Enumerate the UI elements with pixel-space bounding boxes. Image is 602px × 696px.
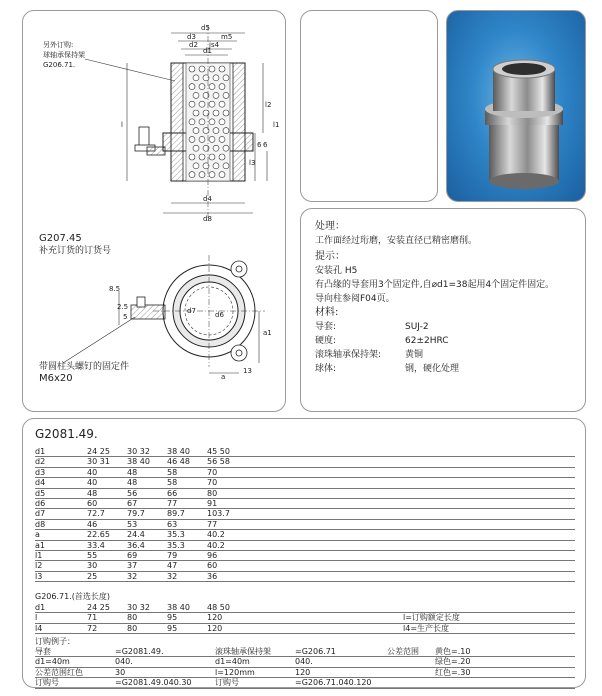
dim-d2: d2 xyxy=(189,41,198,49)
table-cell: 30 32 xyxy=(127,603,150,612)
table-cell: 46 48 xyxy=(167,457,190,467)
table-cell: 53 xyxy=(127,519,138,529)
ball xyxy=(193,110,199,116)
table-cell: 040. xyxy=(295,657,313,667)
table-cell: 71 xyxy=(87,613,98,623)
spec-table-panel xyxy=(22,418,586,688)
table-cell: 30 32 xyxy=(127,447,150,456)
table-cell: d8 xyxy=(35,519,46,529)
table-row xyxy=(35,647,575,657)
ball xyxy=(209,84,215,90)
table-cell: 40.2 xyxy=(207,540,225,550)
table-row xyxy=(35,572,575,582)
table-cell: 35.3 xyxy=(167,530,185,540)
table-cell: 70 xyxy=(207,478,218,488)
ball xyxy=(223,75,229,81)
table-cell: 48 xyxy=(127,467,138,477)
ball xyxy=(189,154,195,160)
table-cell: 040. xyxy=(115,657,133,667)
dim-5: 5 xyxy=(123,313,128,321)
dim-d5: d5 xyxy=(201,24,210,32)
table-cell: 38 40 xyxy=(127,457,150,467)
processing-text: 工作面经过珩磨，安装直径已精密磨削。 xyxy=(315,236,478,246)
product-photo xyxy=(446,10,586,202)
table-cell: l=订购额定长度 xyxy=(403,613,460,623)
table-cell: 79.7 xyxy=(127,509,145,519)
table-cell: d7 xyxy=(35,509,46,519)
table-row xyxy=(35,678,575,688)
table-row xyxy=(35,530,575,540)
ball xyxy=(199,154,205,160)
dim-d7: d7 xyxy=(187,307,196,315)
material-title: 材料: xyxy=(315,307,339,318)
table-cell: l3 xyxy=(35,571,43,581)
table-cell: =G206.71.040.120 xyxy=(295,678,372,688)
plan-view xyxy=(63,255,265,373)
table-row xyxy=(35,603,575,613)
dim-l2: l2 xyxy=(265,101,272,109)
ball xyxy=(209,136,215,142)
table-cell: 120 xyxy=(207,623,223,633)
table-cell: 77 xyxy=(207,519,218,529)
ball xyxy=(189,136,195,142)
table-cell: 63 xyxy=(167,519,178,529)
ball xyxy=(219,154,225,160)
table-cell: 80 xyxy=(207,488,218,498)
table-cell: 66 xyxy=(167,488,178,498)
table-cell: 22.65 xyxy=(87,530,110,540)
table-cell: 24 25 xyxy=(87,447,110,456)
table-cell: 38 40 xyxy=(167,447,190,456)
table-cell: 79 xyxy=(167,550,178,560)
ball xyxy=(219,66,225,72)
ball xyxy=(213,128,219,134)
table-cell: 30 31 xyxy=(87,457,110,467)
table-cell: =G206.71 xyxy=(295,647,336,656)
table-cell: 46 xyxy=(87,519,98,529)
table-cell: 33.4 xyxy=(87,540,105,550)
table-cell: 120 xyxy=(295,667,311,677)
table-row xyxy=(35,613,575,623)
table-row xyxy=(35,447,575,457)
ball xyxy=(223,145,229,151)
table-cell: d4 xyxy=(35,478,46,488)
table-cell: 91 xyxy=(207,498,218,508)
table-cell: 24.4 xyxy=(127,530,145,540)
drawing-panel xyxy=(22,10,286,412)
sub-table-title: G206.71.(首选长度) xyxy=(35,592,110,601)
table-cell: 120 xyxy=(207,613,223,623)
table-cell: d6 xyxy=(35,498,46,508)
table-cell: 30 xyxy=(115,667,126,677)
table-cell: 40.2 xyxy=(207,530,225,540)
table-cell: 40 xyxy=(87,467,98,477)
table-cell: =G2081.49.040.30 xyxy=(115,678,192,688)
ball xyxy=(213,145,219,151)
ball xyxy=(219,119,225,125)
ball xyxy=(219,84,225,90)
table-cell: 80 xyxy=(127,613,138,623)
dim-8-5: 8.5 xyxy=(109,285,121,293)
table-row xyxy=(35,478,575,488)
table-cell: 绿色=.20 xyxy=(435,657,471,667)
table-row xyxy=(35,457,575,467)
table-cell: 37 xyxy=(127,561,138,571)
table-cell: d2 xyxy=(35,457,46,467)
table-cell: 55 xyxy=(87,550,98,560)
ball xyxy=(189,119,195,125)
table-cell: 72.7 xyxy=(87,509,105,519)
ball xyxy=(193,75,199,81)
table-cell: 30 xyxy=(87,561,98,571)
table-cell: 36.4 xyxy=(127,540,145,550)
ball xyxy=(199,101,205,107)
table-cell: 95 xyxy=(167,623,178,633)
ball xyxy=(193,163,199,169)
table-cell: l xyxy=(35,613,38,623)
table-cell: 89.7 xyxy=(167,509,185,519)
ball xyxy=(213,163,219,169)
ball xyxy=(209,66,215,72)
table-cell: 32 xyxy=(127,571,138,581)
table-cell: d3 xyxy=(35,467,46,477)
hint-title: 提示： xyxy=(315,251,345,262)
ball xyxy=(189,66,195,72)
table-row xyxy=(35,499,575,509)
table-cell: 45 50 xyxy=(207,447,230,456)
ball xyxy=(199,136,205,142)
table-cell: 48 xyxy=(87,488,98,498)
ball xyxy=(193,145,199,151)
order-example-table xyxy=(35,647,575,689)
table-cell: a xyxy=(35,530,40,540)
dim-d1: d1 xyxy=(203,47,212,55)
dim-d8: d8 xyxy=(203,215,212,223)
table-cell: 48 50 xyxy=(207,603,230,612)
table-cell: d1=40m xyxy=(215,657,250,667)
table-cell: d5 xyxy=(35,488,46,498)
ball xyxy=(199,84,205,90)
table-cell: 导套 xyxy=(35,647,51,656)
technical-drawing xyxy=(23,11,287,413)
ball xyxy=(189,84,195,90)
table-cell: l2 xyxy=(35,561,43,571)
table-cell: 48 xyxy=(127,478,138,488)
table-row xyxy=(35,489,575,499)
ball xyxy=(219,172,225,178)
fixing-screw xyxy=(135,127,165,155)
processing-title: 处理： xyxy=(315,221,345,232)
dim-a: a xyxy=(221,373,226,381)
ball xyxy=(193,92,199,98)
table-row xyxy=(35,520,575,530)
part-note: 补充订货的订货号 xyxy=(39,246,112,256)
table-cell: 24 25 xyxy=(87,603,110,612)
bushing-photo xyxy=(447,11,586,202)
dim-a1: a1 xyxy=(263,329,272,337)
material-row: 导套: SUJ-2 xyxy=(315,322,429,332)
table-cell: 订购号 xyxy=(35,678,59,688)
dim-6b: 6 xyxy=(263,141,268,149)
dim-d4: d4 xyxy=(203,195,212,203)
ball xyxy=(223,163,229,169)
table-cell: 72 xyxy=(87,623,98,633)
ball xyxy=(199,119,205,125)
dim-l3: l3 xyxy=(249,159,256,167)
table-row xyxy=(35,468,575,478)
table-cell: a1 xyxy=(35,540,45,550)
ball xyxy=(219,136,225,142)
table-cell: 黄色=.10 xyxy=(435,647,471,656)
table-row xyxy=(35,561,575,571)
table-cell: 77 xyxy=(167,498,178,508)
table-cell: 红色=.30 xyxy=(435,667,471,677)
ball xyxy=(213,75,219,81)
ball xyxy=(209,119,215,125)
table-cell: 69 xyxy=(127,550,138,560)
table-cell: 56 xyxy=(127,488,138,498)
ball xyxy=(223,128,229,134)
table-cell: l4 xyxy=(35,623,43,633)
table-cell: 40 xyxy=(87,478,98,488)
ball xyxy=(219,101,225,107)
table-cell: 58 xyxy=(167,478,178,488)
dim-l1: l1 xyxy=(273,121,280,129)
table-cell: 60 xyxy=(207,561,218,571)
table-cell: 95 xyxy=(167,613,178,623)
table-cell: 订购号 xyxy=(215,678,239,688)
table-cell: 32 xyxy=(167,571,178,581)
table-cell: 25 xyxy=(87,571,98,581)
table-cell: 96 xyxy=(207,550,218,560)
material-row: 球体: 钢，硬化处理 xyxy=(315,364,460,374)
ball xyxy=(199,66,205,72)
table-cell: l=120mm xyxy=(215,667,255,677)
table-cell: 80 xyxy=(127,623,138,633)
dim-tol: m5 xyxy=(221,33,233,41)
dim-13: 13 xyxy=(243,367,252,375)
table-cell: 公差范围红色 xyxy=(35,667,83,677)
ball xyxy=(223,110,229,116)
ball xyxy=(223,92,229,98)
part-number: G207.45 xyxy=(39,233,82,244)
material-row: 硬度: 62±2HRC xyxy=(315,336,449,346)
dim-js4: js4 xyxy=(209,41,220,49)
table-cell: l1 xyxy=(35,550,43,560)
dim-d3: d3 xyxy=(187,33,196,41)
table-cell: 103.7 xyxy=(207,509,230,519)
fixing-note-1: 带圆柱头螺钉的固定件 xyxy=(39,362,130,372)
hint-line-3: 导向柱参阅F04页。 xyxy=(315,294,395,304)
table-cell: 公差范围 xyxy=(387,647,419,656)
table-cell: d1=40m xyxy=(35,657,70,667)
table-cell: 36 xyxy=(207,571,218,581)
table-row xyxy=(35,624,575,634)
callout-line-2: 球轴承保持架 xyxy=(43,51,85,59)
table-cell: d1 xyxy=(35,447,46,456)
table-row xyxy=(35,551,575,561)
callout-line-1: 另外订购: xyxy=(43,41,74,49)
table-row xyxy=(35,657,575,667)
table-row xyxy=(35,668,575,678)
hint-line-2: 有凸缘的导套用3个固定件,自⌀d1=38起用4个固定件固定。 xyxy=(315,280,555,290)
ball xyxy=(189,172,195,178)
ball xyxy=(213,110,219,116)
table-cell: =G2081.49. xyxy=(115,647,164,656)
order-title: 订购例子： xyxy=(35,637,75,646)
table-row xyxy=(35,541,575,551)
table-cell: 67 xyxy=(127,498,138,508)
dimension-table xyxy=(35,447,575,582)
material-row: 滚珠轴承保持架: 黄铜 xyxy=(315,350,424,360)
table-title: G2081.49. xyxy=(35,427,98,441)
empty-frame xyxy=(300,10,438,202)
ball xyxy=(209,172,215,178)
table-cell: l4=生产长度 xyxy=(403,623,450,633)
ball xyxy=(189,101,195,107)
table-cell: 56 58 xyxy=(207,457,230,467)
table-cell: 47 xyxy=(167,561,178,571)
ball xyxy=(199,172,205,178)
ball xyxy=(193,128,199,134)
ball xyxy=(213,92,219,98)
hint-line-1: 安装孔 H5 xyxy=(315,266,358,276)
length-table xyxy=(35,603,575,634)
dim-d6: d6 xyxy=(215,311,224,319)
ball xyxy=(209,101,215,107)
table-cell: 60 xyxy=(87,498,98,508)
table-cell: 58 xyxy=(167,467,178,477)
ball xyxy=(209,154,215,160)
table-cell: 滚珠轴承保持架 xyxy=(215,647,271,656)
fixing-note-2: M6x20 xyxy=(39,373,73,384)
table-cell: 35.3 xyxy=(167,540,185,550)
table-cell: 70 xyxy=(207,467,218,477)
dim-l: l xyxy=(121,121,123,129)
callout-line-3: G206.71. xyxy=(43,61,76,69)
table-cell: 38 40 xyxy=(167,603,190,612)
dim-2-5: 2.5 xyxy=(117,303,129,311)
table-row xyxy=(35,509,575,519)
dim-6a: 6 xyxy=(257,141,262,149)
table-cell: d1 xyxy=(35,603,46,612)
info-panel xyxy=(300,208,586,412)
